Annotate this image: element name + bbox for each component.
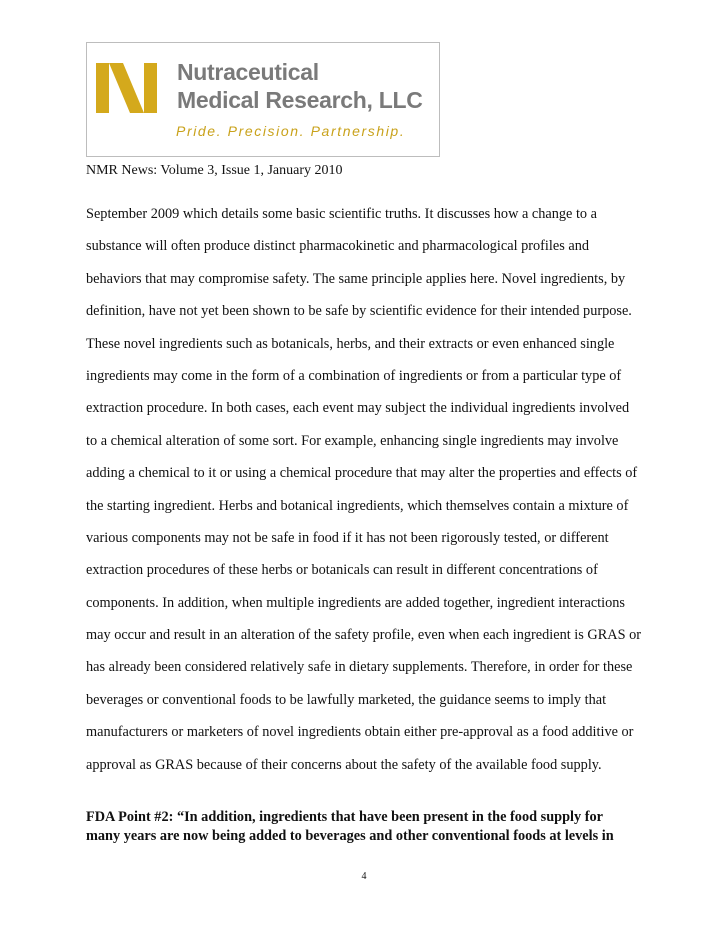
logo-company-name-line2: Medical Research, LLC xyxy=(177,87,423,113)
body-line: extraction procedures of these herbs or botanicals can result in different concentrations of xyxy=(86,562,598,579)
body-line: extraction procedure. In both cases, each event may subject the individual ingredients involved xyxy=(86,400,630,417)
body-line: to a chemical alteration of some sort. For example, enhancing single ingredients may involve xyxy=(86,432,619,449)
fda-point-line: many years are now being added to beverages and other conventional foods at levels in xyxy=(86,828,614,844)
body-line: approval as GRAS because of their concerns about the safety of the available food supply. xyxy=(86,756,602,773)
body-line: various components may not be safe in food if it has not been rigorously tested, or different xyxy=(86,529,609,546)
body-line: substance will often produce distinct pharmacokinetic and pharmacological profiles and xyxy=(86,238,590,255)
fda-point-heading xyxy=(86,808,656,846)
nmr-logo-mark-icon xyxy=(96,61,162,113)
body-line: definition, have not yet been shown to be safe by scientific evidence for their intended purpose. xyxy=(86,303,632,320)
newsletter-issue-line: NMR News: Volume 3, Issue 1, January 2010 xyxy=(86,163,343,178)
body-line: beverages or conventional foods to be lawfully marketed, the guidance seems to imply that xyxy=(86,691,607,708)
body-line: manufacturers or marketers of novel ingredients obtain either pre-approval as a food additive or xyxy=(86,724,634,741)
body-line: behaviors that may compromise safety. The same principle applies here. Novel ingredients, by xyxy=(86,270,626,287)
logo-tagline: Pride. Precision. Partnership. xyxy=(176,123,406,139)
body-line: components. In addition, when multiple ingredients are added together, ingredient interactions xyxy=(86,594,625,611)
body-line: ingredients may come in the form of a combination of ingredients or from a particular type of xyxy=(86,367,622,384)
body-line: adding a chemical to it or using a chemical procedure that may alter the properties and effects of xyxy=(86,465,638,482)
body-line: These novel ingredients such as botanicals, herbs, and their extracts or even enhanced single xyxy=(86,335,615,352)
page-number: 4 xyxy=(361,871,367,882)
body-paragraph xyxy=(86,198,646,781)
body-line: September 2009 which details some basic scientific truths. It discusses how a change to a xyxy=(86,206,597,222)
logo-company-name-line1: Nutraceutical xyxy=(177,59,319,85)
company-logo xyxy=(86,42,440,157)
body-line: may occur and result in an alteration of the safety profile, even when each ingredient is GRAS or xyxy=(86,627,642,644)
body-line: has already been considered relatively safe in dietary supplements. Therefore, in order for these xyxy=(86,659,633,676)
fda-point-line: FDA Point #2: “In addition, ingredients that have been present in the food supply for xyxy=(86,809,603,825)
body-line: the starting ingredient. Herbs and botanical ingredients, which themselves contain a mixture of xyxy=(86,497,629,514)
